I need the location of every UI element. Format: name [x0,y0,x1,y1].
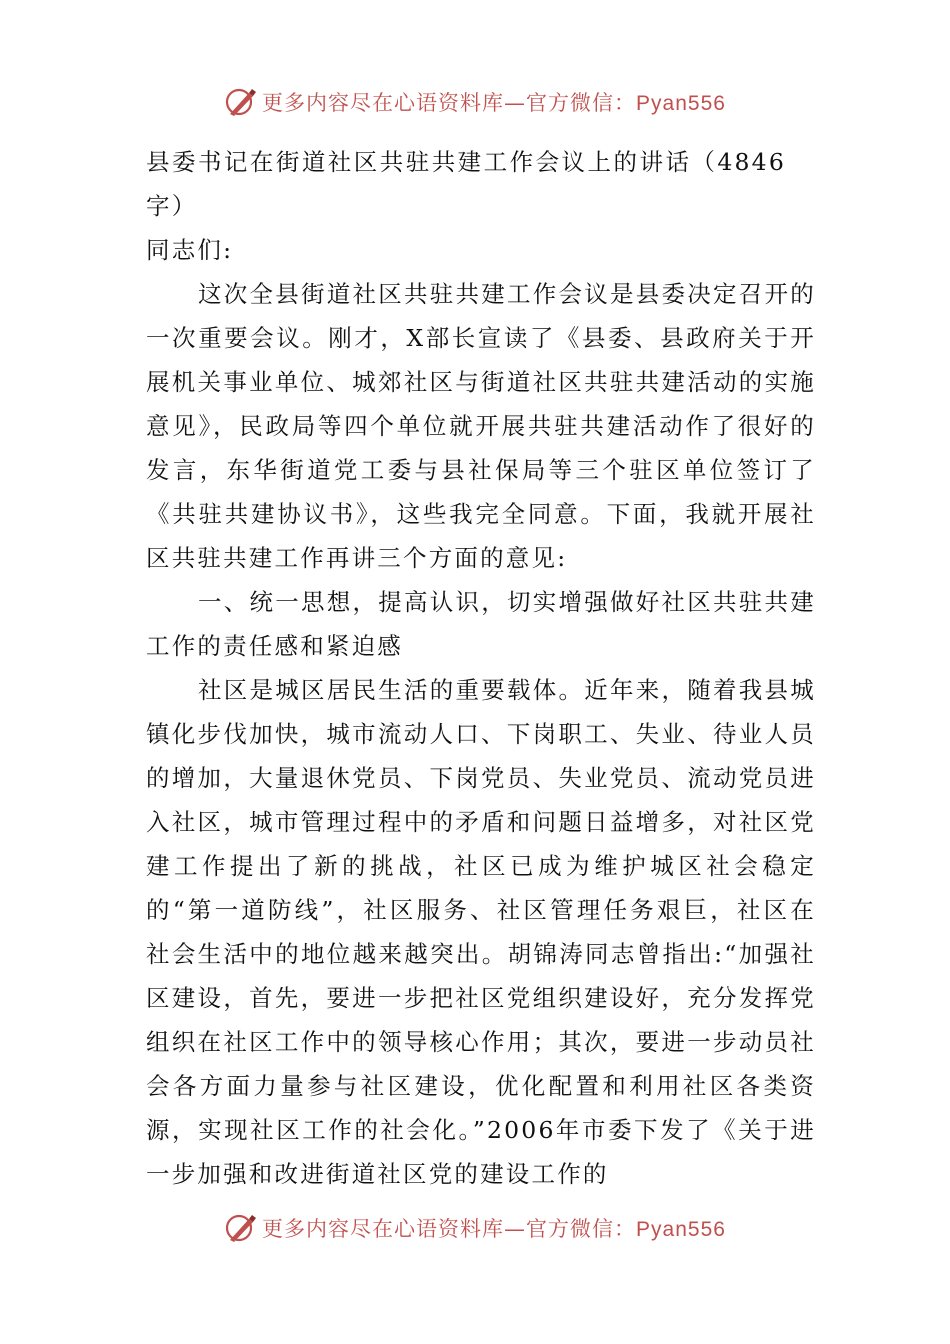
document-title: 县委书记在街道社区共驻共建工作会议上的讲话（4846字） [146,148,786,220]
banner-text: 更多内容尽在心语资料库—官方微信：Pyan556 [262,91,726,115]
banner-text: 更多内容尽在心语资料库—官方微信：Pyan556 [262,1217,726,1241]
section-heading: 一、统一思想，提高认识，切实增强做好社区共驻共建工作的责任感和紧迫感 [146,588,816,660]
paragraph: 这次全县街道社区共驻共建工作会议是县委决定召开的一次重要会议。刚才，X部长宣读了《县委、县政府关于开展机关事业单位、城郊社区与街道社区共驻共建活动的实施意见》，民政局等四个单位就开展共驻共建活动作了很好的发言，东华街道党工委与县社保局等三个驻区单位签订了《共驻共建协议书》，这些我完全同意。下面，我就开展社区共驻共建工作再讲三个方面的意见: [146,280,816,572]
paragraph: 社区是城区居民生活的重要载体。近年来，随着我县城镇化步伐加快，城市流动人口、下岗职工、失业、待业人员的增加，大量退休党员、下岗党员、失业党员、流动党员进入社区，城市管理过程中的矛盾和问题日益增多，对社区党建工作提出了新的挑战，社区已成为维护城区社会稳定的“第一道防线”，社区服务、社区管理任务艰巨，社区在社会生活中的地位越来越突出。胡锦涛同志曾指出:“加强社区建设，首先，要进一步把社区党组织建设好，充分发挥党组织在社区工作中的领导核心作用；其次，要进一步动员社会各方面力量参与社区建设，优化配置和利用社区各类资源，实现社区工作的社会化。”2006年市委下发了《关于进一步加强和改进街道社区党的建设工作的 [146,676,816,1188]
salutation: 同志们: [146,236,234,264]
document-body [146,140,816,1196]
pen-logo-icon [224,85,258,119]
pen-logo-icon [224,1211,258,1245]
footer-banner [0,1208,950,1248]
header-banner [0,82,950,122]
